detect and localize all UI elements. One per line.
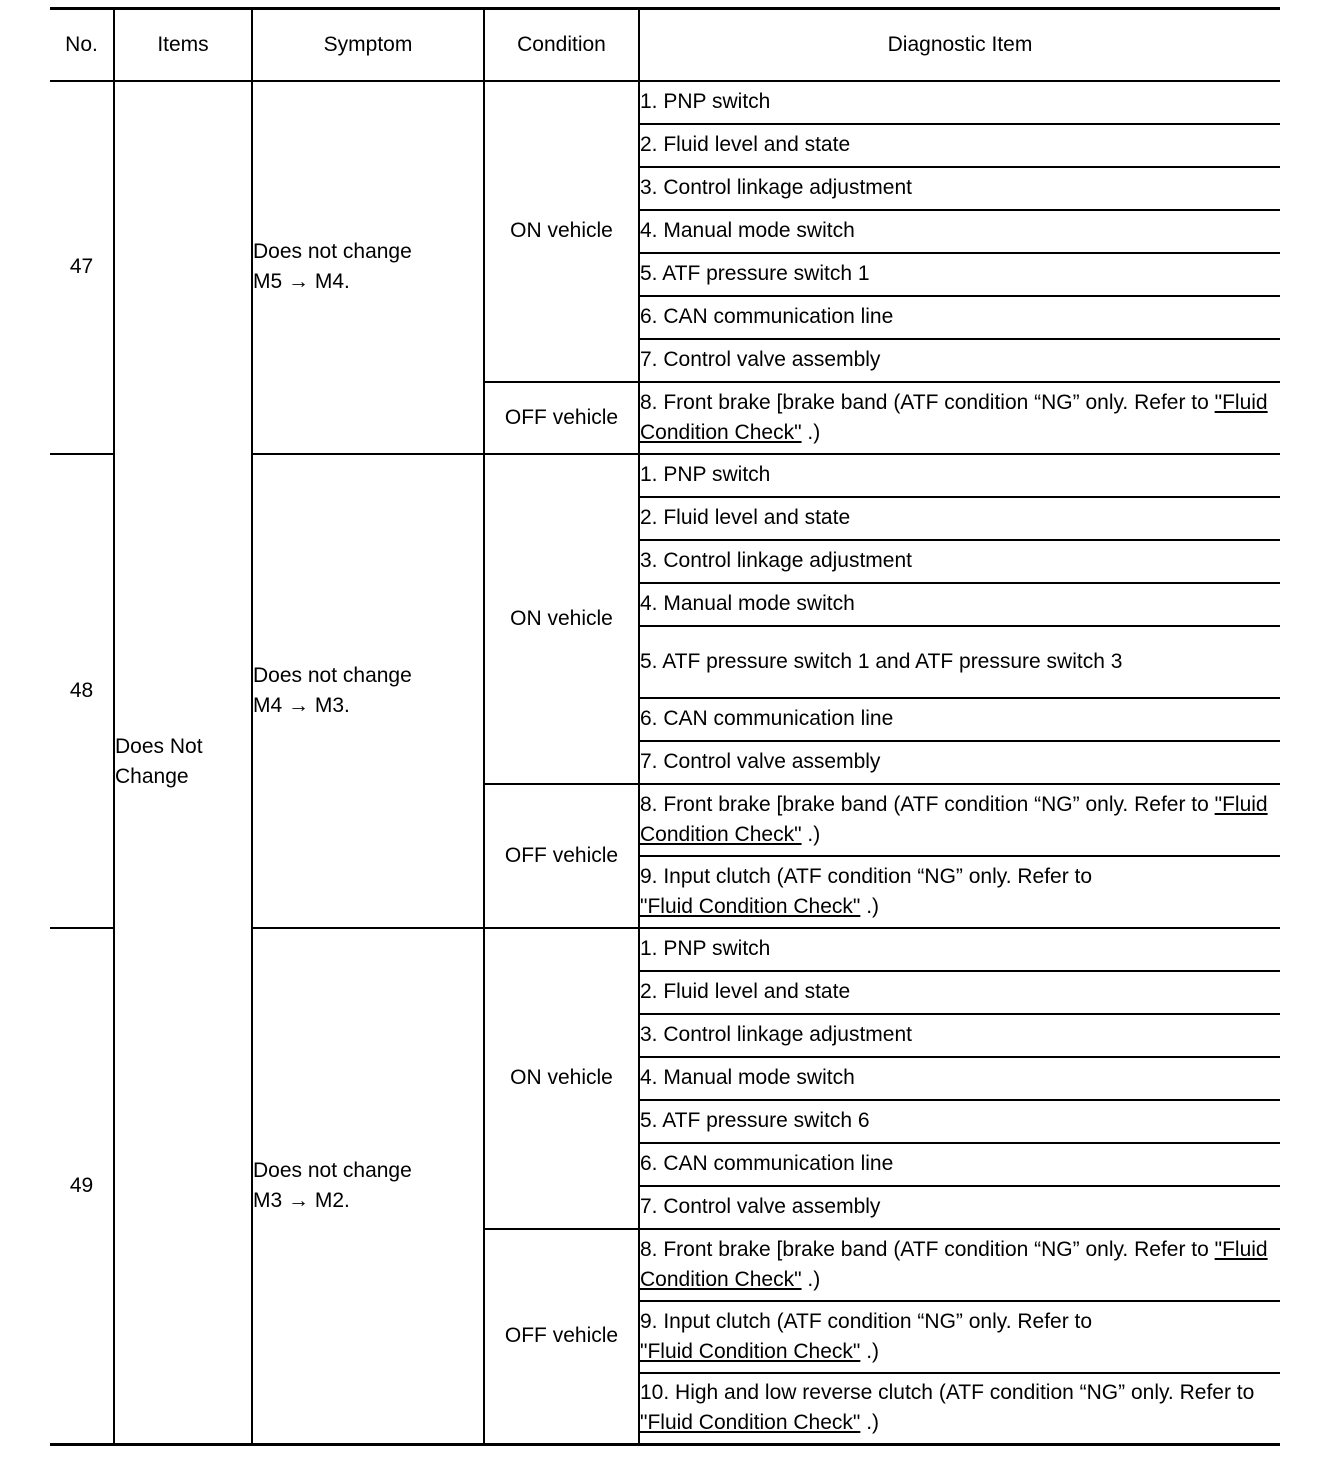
condition-off: OFF vehicle bbox=[484, 382, 639, 454]
diagnostic-item: 6. CAN communication line bbox=[639, 698, 1280, 741]
symptom-line: Does not change bbox=[253, 240, 412, 263]
diagnostic-item bbox=[639, 382, 1280, 454]
diagnostic-item: 3. Control linkage adjustment bbox=[639, 167, 1280, 210]
symptom-line: M3 → M2. bbox=[253, 1188, 350, 1212]
row-number: 47 bbox=[50, 81, 114, 454]
diagnostic-item: 1. PNP switch bbox=[639, 928, 1280, 971]
fluid-condition-check-link[interactable]: "Fluid Condition Check" bbox=[640, 1339, 861, 1363]
diagnostic-item: 3. Control linkage adjustment bbox=[639, 1014, 1280, 1057]
diagnostic-text: 8. Front brake [brake band (ATF condition “NG” only. Refer to bbox=[640, 792, 1209, 816]
diagnostic-item: 3. Control linkage adjustment bbox=[639, 540, 1280, 583]
diagnostic-item: 1. PNP switch bbox=[639, 81, 1280, 124]
diagnostic-text: 9. Input clutch (ATF condition “NG” only. Refer to bbox=[640, 1309, 1093, 1333]
table-row bbox=[50, 81, 1280, 124]
fluid-condition-check-link[interactable]: "Fluid Condition Check" bbox=[640, 792, 1268, 846]
diagnostic-item bbox=[639, 784, 1280, 856]
link-suffix: .) bbox=[860, 894, 880, 918]
items-cell: Does Not Change bbox=[114, 81, 252, 1445]
link-suffix: .) bbox=[801, 822, 821, 846]
diagnostic-text: 8. Front brake [brake band (ATF condition “NG” only. Refer to bbox=[640, 390, 1209, 414]
diagnostic-item: 6. CAN communication line bbox=[639, 296, 1280, 339]
symptom-line: Does not change bbox=[253, 1158, 412, 1182]
header-no: No. bbox=[50, 9, 114, 81]
diagnostic-item bbox=[639, 1301, 1280, 1373]
symptom-line: Does not change bbox=[253, 663, 412, 687]
link-suffix: .) bbox=[860, 1411, 880, 1435]
header-row bbox=[50, 9, 1280, 81]
condition-on: ON vehicle bbox=[484, 454, 639, 784]
diagnostic-item: 7. Control valve assembly bbox=[639, 741, 1280, 784]
header-symptom: Symptom bbox=[252, 9, 484, 81]
diagnostic-item: 5. ATF pressure switch 1 bbox=[639, 253, 1280, 296]
diagnostic-text: 9. Input clutch (ATF condition “NG” only. Refer to bbox=[640, 864, 1093, 888]
condition-on: ON vehicle bbox=[484, 928, 639, 1229]
link-suffix: .) bbox=[801, 420, 821, 444]
fluid-condition-check-link[interactable]: "Fluid Condition Check" bbox=[640, 1237, 1268, 1291]
diagnostic-item: 5. ATF pressure switch 1 and ATF pressure switch 3 bbox=[639, 626, 1280, 698]
symptom-line: M5 → M4. bbox=[253, 270, 350, 293]
diagnosis-table bbox=[50, 7, 1280, 1446]
symptom-cell bbox=[252, 81, 484, 454]
diagnostic-item: 4. Manual mode switch bbox=[639, 583, 1280, 626]
diagnostic-text: 10. High and low reverse clutch (ATF condition “NG” only. Refer to bbox=[640, 1381, 1255, 1405]
diagnostic-item: 4. Manual mode switch bbox=[639, 1057, 1280, 1100]
symptom-line: M4 → M3. bbox=[253, 693, 350, 717]
diagnostic-item bbox=[639, 1373, 1280, 1445]
link-suffix: .) bbox=[860, 1339, 880, 1363]
diagnostic-item: 1. PNP switch bbox=[639, 454, 1280, 497]
fluid-condition-check-link[interactable]: "Fluid Condition Check" bbox=[640, 390, 1268, 444]
diagnostic-item: 2. Fluid level and state bbox=[639, 124, 1280, 167]
header-items: Items bbox=[114, 9, 252, 81]
header-diagnostic-item: Diagnostic Item bbox=[639, 9, 1280, 81]
row-number: 48 bbox=[50, 454, 114, 928]
fluid-condition-check-link[interactable]: "Fluid Condition Check" bbox=[640, 1411, 861, 1435]
diagnostic-item: 2. Fluid level and state bbox=[639, 497, 1280, 540]
fluid-condition-check-link[interactable]: "Fluid Condition Check" bbox=[640, 894, 861, 918]
diagnostic-item: 7. Control valve assembly bbox=[639, 339, 1280, 382]
diagnostic-item bbox=[639, 856, 1280, 928]
diagnostic-item: 4. Manual mode switch bbox=[639, 210, 1280, 253]
header-condition: Condition bbox=[484, 9, 639, 81]
condition-on: ON vehicle bbox=[484, 81, 639, 382]
condition-off: OFF vehicle bbox=[484, 784, 639, 928]
diagnostic-item bbox=[639, 1229, 1280, 1301]
diagnostic-item: 6. CAN communication line bbox=[639, 1143, 1280, 1186]
symptom-cell bbox=[252, 454, 484, 928]
diagnostic-item: 7. Control valve assembly bbox=[639, 1186, 1280, 1229]
link-suffix: .) bbox=[801, 1267, 821, 1291]
condition-off: OFF vehicle bbox=[484, 1229, 639, 1445]
row-number: 49 bbox=[69, 1173, 94, 1197]
diagnostic-item: 5. ATF pressure switch 6 bbox=[639, 1100, 1280, 1143]
diagnostic-text: 8. Front brake [brake band (ATF condition “NG” only. Refer to bbox=[640, 1237, 1209, 1261]
symptom-cell bbox=[252, 928, 484, 1445]
diagnostic-item: 2. Fluid level and state bbox=[639, 971, 1280, 1014]
